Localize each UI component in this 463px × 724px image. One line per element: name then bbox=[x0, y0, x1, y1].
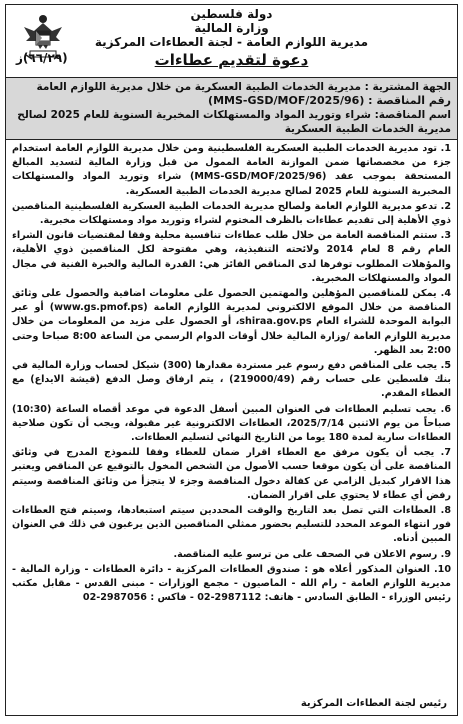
tender-announcement bbox=[5, 4, 458, 716]
tender-info-box bbox=[6, 78, 457, 139]
list-item: 6. يجب تسليم العطاءات في العنوان المبين أسفل الدعوة في موعد أقصاه الساعة (10:30) صباحاً من يوم الاثنين 2025/7/14، العطاءات الالكترونية غير مقبولة، ويجب أن تكون صلاحية العطاءات سارية لمدة 180 يوما من التاريخ النهائي لتسليم العطاءات. bbox=[12, 403, 452, 444]
page-title: دعوة لتقديم عطاءات bbox=[154, 51, 309, 69]
reference-number: (٦٦/٢٩)ز bbox=[16, 51, 68, 65]
list-item: 1. تود مديرية الخدمات الطبية العسكرية الفلسطينية ومن خلال مديرية اللوازم العامة استخدام جزء من مخصصاتها ضمن الموازنة العامة الممول من قبل وزارة المالية لتسديد المبالغ المستحقة بموجب عقد (MMS-GSD/MOF/2025/96) شراء وتوريد المواد والمستهلكات المخبرية السنوية للعام 2025 لصالح مديرية الخدمات الطبية العسكرية. bbox=[12, 143, 451, 197]
directorate-name: مديرية اللوازم العامة - لجنة العطاءات المركزية bbox=[94, 35, 369, 49]
list-item: 9. رسوم الاعلان في الصحف على من ترسو عليه المناقصة. bbox=[173, 548, 451, 560]
list-item: 7. يجب أن يكون مرفق مع العطاء اقرار ضمان للعطاء وفقا للنموذج المدرج في وثائق المناقصة على أن يكون موقعا حسب الأصول من الشخص المخول بالتوقيع عن المناقص ويعتبر هذا الاقرار كبديل الزامي عن كفالة دخول المناقصة وجزء لا يتجزأ من وثائق المناقصة وسيتم رفض أي عطاء لا يحتوي على اقرار الضمان. bbox=[12, 447, 451, 501]
list-item: 5. يجب على المناقص دفع رسوم غير مستردة مقدارها (300) شيكل لحساب وزارة المالية في بنك فلسطين على حساب رقم (219000/49) ، يتم ارفاق وصل الدفع (قيشة الايداع) مع العطاء المقدم. bbox=[12, 360, 452, 400]
list-item: 4. يمكن للمناقصين المؤهلين والمهتمين الحصول على معلومات اضافية والحصول على وثائق المناقصة من خلال الموقع الالكتروني لمديرية اللوازم العامة (www.gs.pmof.ps) أو عبر البوابة الموحدة للشراء العام shiraa.gov.ps، أو الحصول على مزيد من المعلومات من خلال مديرية اللوازم العامة /وزارة المالية خلال أوقات الدوام الرسمي من الساعة 8:00 صباحا وحتى 2:00 بعد الظهر. bbox=[12, 288, 452, 356]
list-item: 2. تدعو مديرية اللوازم العامة ولصالح مديرية الخدمات الطبية العسكرية الفلسطينية المناقصين ذوي الأهلية إلى تقديم عطاءات بالظرف المختوم لشراء وتوريد مواد ومستهلكات مخبرية. bbox=[12, 200, 451, 227]
tender-name-line: اسم المناقصة: شراء وتوريد المواد والمستهلكات المخبرية السنوية للعام 2025 لصالح مديرية الخدمات الطبية العسكرية bbox=[17, 109, 451, 135]
list-item: 8. العطاءات التي تصل بعد التاريخ والوقت المحددين سيتم استبعادها، وسيتم فتح العطاءات فور انتهاء الموعد المحدد للتسليم بحضور ممثلي المناقصين الذين يرغبون في ذلك في العنوان المبين أدناه. bbox=[12, 505, 451, 545]
signature: رئيس لجنة العطاءات المركزية bbox=[300, 698, 447, 709]
ministry-name: وزارة المالية bbox=[194, 21, 269, 35]
purchaser-line: الجهة المشترية : مديرية الخدمات الطبية العسكرية من خلال مديرية اللوازم العامة bbox=[36, 81, 451, 93]
country-name: دولة فلسطين bbox=[190, 7, 273, 21]
list-item: 3. ستتم المناقصة العامة من خلال طلب عطاءات تنافسية محلية وفقا لمقتضيات قانون الشراء العام رقم 8 لعام 2014 ولائحته التنفيذية، وهي مفتوحة لكل المناقصين ذوي الأهلية، والمؤهلات المطلوب توفرها لدى المناقص الفائز هي: القدرة المالية والخبرة الفنية في مجال المواد والمستهلكات المخبرية. bbox=[12, 230, 451, 284]
title-row bbox=[6, 49, 457, 71]
list-item: 10. العنوان المذكور أعلاه هو : صندوق العطاءات المركزية - دائرة العطاءات - وزارة المالية - مديرية اللوازم العامة - رام الله - الماصيون - مجمع الوزارات - مبنى القدس - مقابل مكتب رئيس الوزراء - الطابق السادس - هاتف: 2987112-02 - فاكس : 2987056-02 bbox=[12, 563, 451, 604]
tender-number-line: رقم المناقصة : (MMS-GSD/MOF/2025/96) bbox=[208, 94, 451, 107]
document-header bbox=[6, 5, 457, 77]
terms-list bbox=[6, 140, 457, 606]
